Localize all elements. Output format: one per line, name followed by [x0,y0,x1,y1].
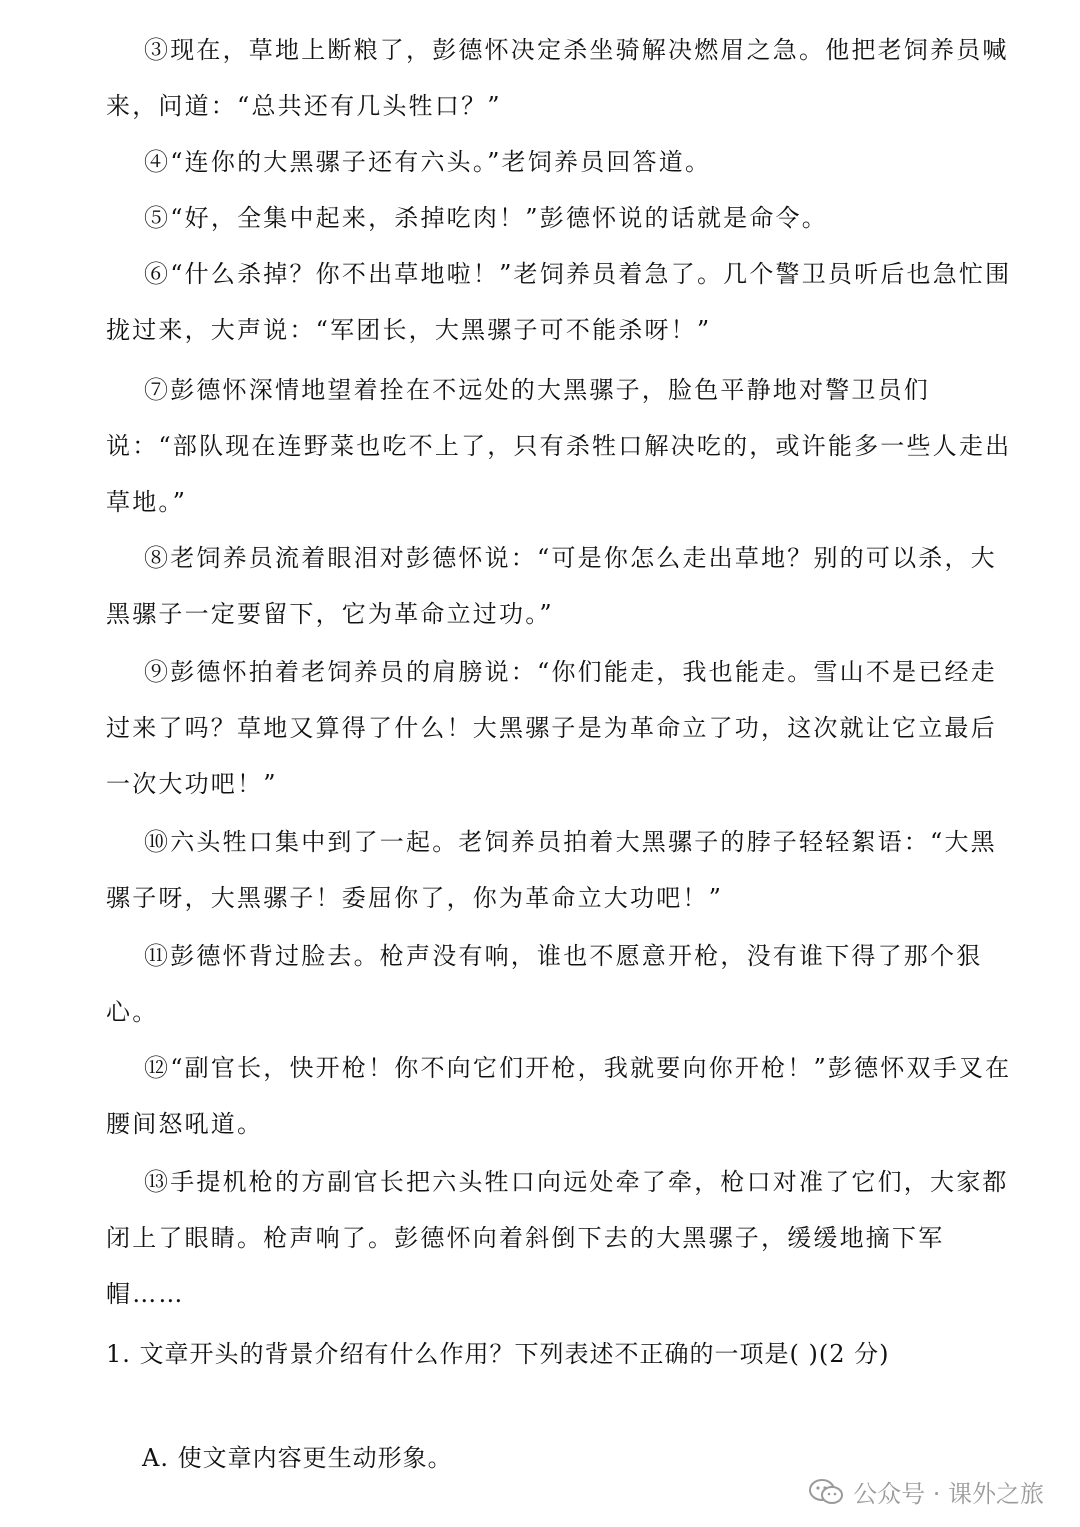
paragraph-12: ⑫“副官长，快开枪！你不向它们开枪，我就要向你开枪！”彭德怀双手叉在腰间怒吼道。 [106,1054,1012,1138]
option-a: A. 使文章内容更生动形象。 [142,1444,453,1472]
paragraph-4: ④“连你的大黑骡子还有六头。”老饲养员回答道。 [144,148,712,176]
paragraph-10: ⑩六头牲口集中到了一起。老饲养员拍着大黑骡子的脖子轻轻絮语：“大黑骡子呀，大黑骡子！委屈你了，你为革命立大功吧！” [106,828,997,912]
question-1: 1. 文章开头的背景介绍有什么作用？下列表述不正确的一项是( )(2 分) [106,1340,890,1368]
paragraph-6: ⑥“什么杀掉？你不出草地啦！”老饲养员着急了。几个警卫员听后也急忙围拢过来，大声说：“军团长，大黑骡子可不能杀呀！” [106,260,1012,344]
wechat-icon [807,1477,845,1507]
watermark [807,1474,1044,1509]
paragraph-9: ⑨彭德怀拍着老饲养员的肩膀说：“你们能走，我也能走。雪山不是已经走过来了吗？草地又算得了什么！大黑骡子是为革命立了功，这次就让它立最后一次大功吧！” [106,658,997,798]
paragraph-3: ③现在，草地上断粮了，彭德怀决定杀坐骑解决燃眉之急。他把老饲养员喊来，问道：“总共还有几头牲口？” [106,36,1009,120]
watermark-text: 公众号 · 课外之旅 [853,1480,1044,1508]
paragraph-5: ⑤“好，全集中起来，杀掉吃肉！”彭德怀说的话就是命令。 [144,204,828,232]
paragraph-11: ⑪彭德怀背过脸去。枪声没有响，谁也不愿意开枪，没有谁下得了那个狠心。 [106,942,983,1026]
paragraph-13: ⑬手提机枪的方副官长把六头牲口向远处牵了牵，枪口对准了它们，大家都闭上了眼睛。枪声响了。彭德怀向着斜倒下去的大黑骡子，缓缓地摘下军帽…… [106,1168,1009,1308]
paragraph-8: ⑧老饲养员流着眼泪对彭德怀说：“可是你怎么走出草地？别的可以杀，大黑骡子一定要留下，它为革命立过功。” [106,544,997,628]
paragraph-7: ⑦彭德怀深情地望着拴在不远处的大黑骡子，脸色平静地对警卫员们说：“部队现在连野菜也吃不上了，只有杀牲口解决吃的，或许能多一些人走出草地。” [106,376,1012,516]
